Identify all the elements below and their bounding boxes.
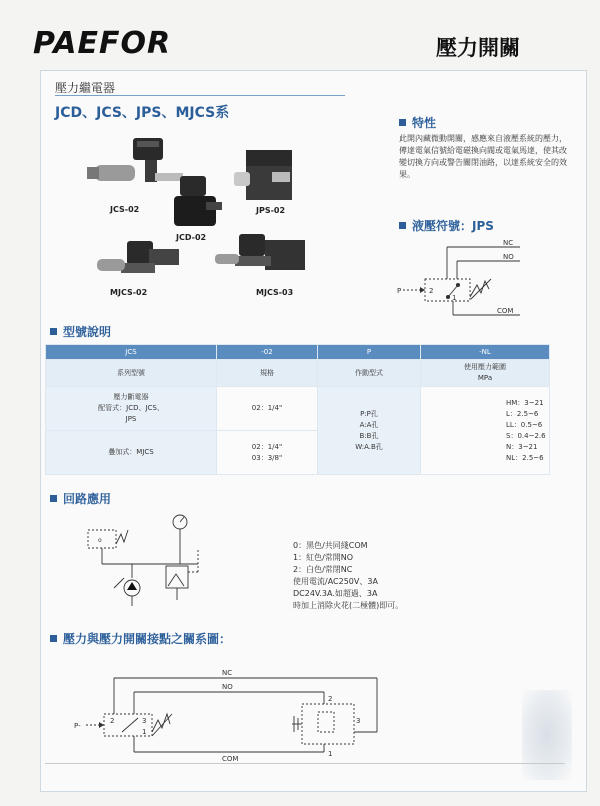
category-title: 壓力繼電器 [55,81,116,95]
spec-cell: 02：1/4" [217,387,318,431]
model-heading-text: 型號說明 [63,325,112,339]
nc-label: NC [222,669,233,677]
block-port-3-label: 3 [356,717,361,725]
product-label: JPS-02 [256,206,286,215]
product-label: MJCS-03 [256,288,294,297]
symbol-heading-text: 液壓符號：JPS [412,219,494,233]
legend-line: 1：紅色/常開NO [293,553,354,562]
features-text: 此開內藏微動開關，感應來自液壓系統的壓力，傳達電氣信號給電磁換向閥或電氣馬達，使其改變切換方向或警告關閉油路，以達系統安全的效果。 [399,134,567,179]
nc-label: NC [503,239,514,247]
bullet-square-icon [399,222,406,229]
legend-line: 時加上消除火花(二極體)即可。 [293,601,404,610]
product-mjcs-03-image [213,230,309,280]
code-cell: JCS [46,345,217,360]
circuit-diagram [78,508,208,608]
footer-divider [45,763,565,764]
features-heading [399,114,436,131]
relation-heading-text: 壓力與壓力開關接點之關系圖： [63,632,232,646]
com-label: COM [497,307,514,315]
category-divider [55,95,345,96]
spec-cell: 02：1/4" 03：3/8" [217,431,318,475]
port-3-label: 3 [142,717,147,725]
code-cell: -NL [421,345,550,360]
range-cell: HM：3~21 L：2.5~6 LL：0.5~6 S：0.4~2.6 N：3~21 NL：2.5~6 [421,387,550,475]
bullet-square-icon [50,495,57,502]
block-port-1-label: 1 [328,750,333,758]
legend-line: 2：白色/常閉NC [293,565,353,574]
page-title: 壓力開關 [436,36,520,60]
no-label: NO [503,253,514,261]
no-label: NO [222,683,233,691]
code-cell: -02 [217,345,318,360]
port-2-label: 2 [110,717,115,725]
bullet-square-icon [50,635,57,642]
hydraulic-symbol-diagram [395,235,530,325]
series-cell: 疊加式：MJCS [46,431,217,475]
bullet-square-icon [399,119,406,126]
series-title: JCD、JCS、JPS、MJCS系 [55,105,230,121]
product-jps-02-image [232,148,302,206]
header-cell: 使用壓力範圍 MPa [421,360,550,387]
legend-line: 使用電流/AC250V、3A [293,577,378,586]
relation-diagram [72,648,392,763]
com-label: COM [222,755,239,763]
model-code-table [45,344,550,475]
symbol-heading [399,217,494,234]
series-cell: 壓力斷電器 配管式：JCD、JCS、 JPS [46,387,217,431]
product-label: MJCS-02 [110,288,148,297]
table-row [46,387,550,431]
wiring-legend [293,540,403,612]
code-cell: P [318,345,421,360]
features-heading-text: 特性 [412,116,437,130]
p-label: P- [74,722,81,730]
product-jcd-02-image [168,172,228,232]
header-cell: 系列型號 [46,360,217,387]
relation-heading [50,630,231,647]
code-row [46,345,550,360]
brand-logo: PAEFOR [33,26,172,61]
legend-line: DC24V.3A.如超過、3A [293,589,378,598]
header-row [46,360,550,387]
port-1-label: 1 [142,728,147,736]
switch-port-text: o [98,537,102,544]
circuit-heading [50,490,111,507]
product-label: JCS-02 [110,205,140,214]
header-cell: 規格 [217,360,318,387]
model-heading [50,323,111,340]
port-2-label: 2 [429,287,434,295]
block-port-2-label: 2 [328,695,333,703]
scan-smudge [522,690,572,780]
p-label: P [397,287,402,295]
legend-line: 0：黑色/共同綫COM [293,541,368,550]
header-cell: 作動型式 [318,360,421,387]
circuit-heading-text: 回路應用 [63,492,112,506]
bullet-square-icon [50,328,57,335]
actuation-cell: P:P孔 A:A孔 B:B孔 W:A.B孔 [318,387,421,475]
product-mjcs-02-image [93,235,183,283]
product-label: JCD-02 [176,233,207,242]
port-1-label: 1 [452,294,457,302]
